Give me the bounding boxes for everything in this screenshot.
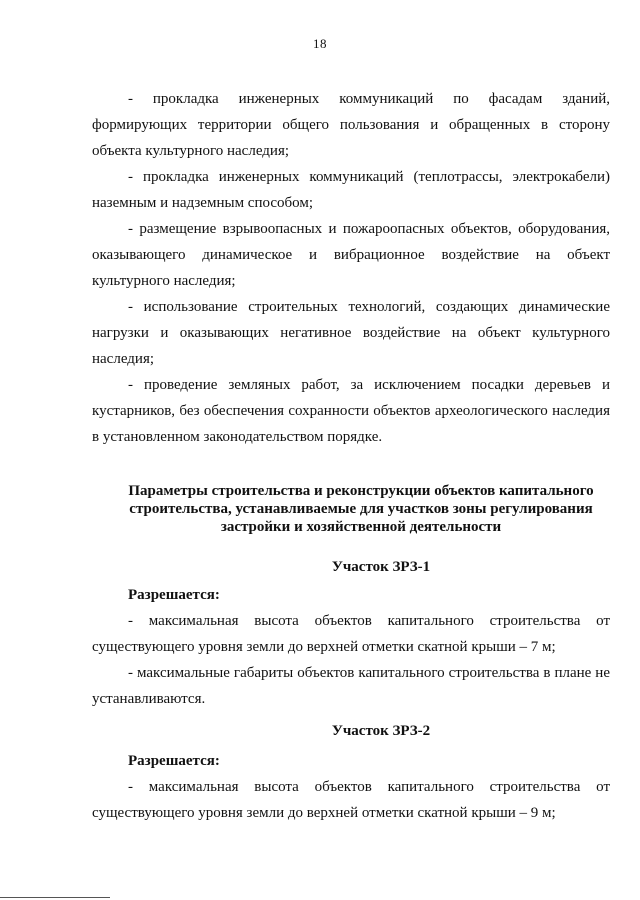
section-title: Параметры строительства и реконструкции объектов капитального строительства, устанавливаемые для участков зоны регулирования застройки и хозяйственной деятельности: [128, 483, 594, 535]
list-item: - максимальная высота объектов капитального строительства от существующего уровня земли до верхней отметки скатной крыши – 7 м;: [92, 613, 610, 655]
page-number: 18: [313, 36, 327, 51]
zone-title-zrz-1: Участок ЗРЗ-1: [331, 559, 431, 575]
list-item: - максимальные габариты объектов капитального строительства в плане не устанавливаются.: [92, 665, 610, 707]
document-body: [92, 86, 610, 826]
list-item: - максимальная высота объектов капитального строительства от существующего уровня земли до верхней отметки скатной крыши – 9 м;: [92, 779, 610, 821]
list-item: - использование строительных технологий, создающих динамические нагрузки и оказывающих негативное воздействие на объект культурного наследия;: [92, 299, 610, 367]
allowed-label: Разрешается:: [128, 587, 220, 603]
list-item: - проведение земляных работ, за исключением посадки деревьев и кустарников, без обеспечения сохранности объектов археологического наследия в установленном законодательством порядке.: [92, 377, 610, 445]
list-item: - размещение взрывоопасных и пожароопасных объектов, оборудования, оказывающего динамическое и вибрационное воздействие на объект культурного наследия;: [92, 221, 610, 289]
allowed-label: Разрешается:: [128, 753, 220, 769]
list-item: - прокладка инженерных коммуникаций по фасадам зданий, формирующих территории общего пользования и обращенных в сторону объекта культурного наследия;: [92, 91, 610, 159]
list-item: - прокладка инженерных коммуникаций (теплотрассы, электрокабели) наземным и надземным способом;: [92, 169, 610, 211]
footer-divider: [0, 897, 110, 898]
zone-title-zrz-2: Участок ЗРЗ-2: [331, 723, 431, 739]
